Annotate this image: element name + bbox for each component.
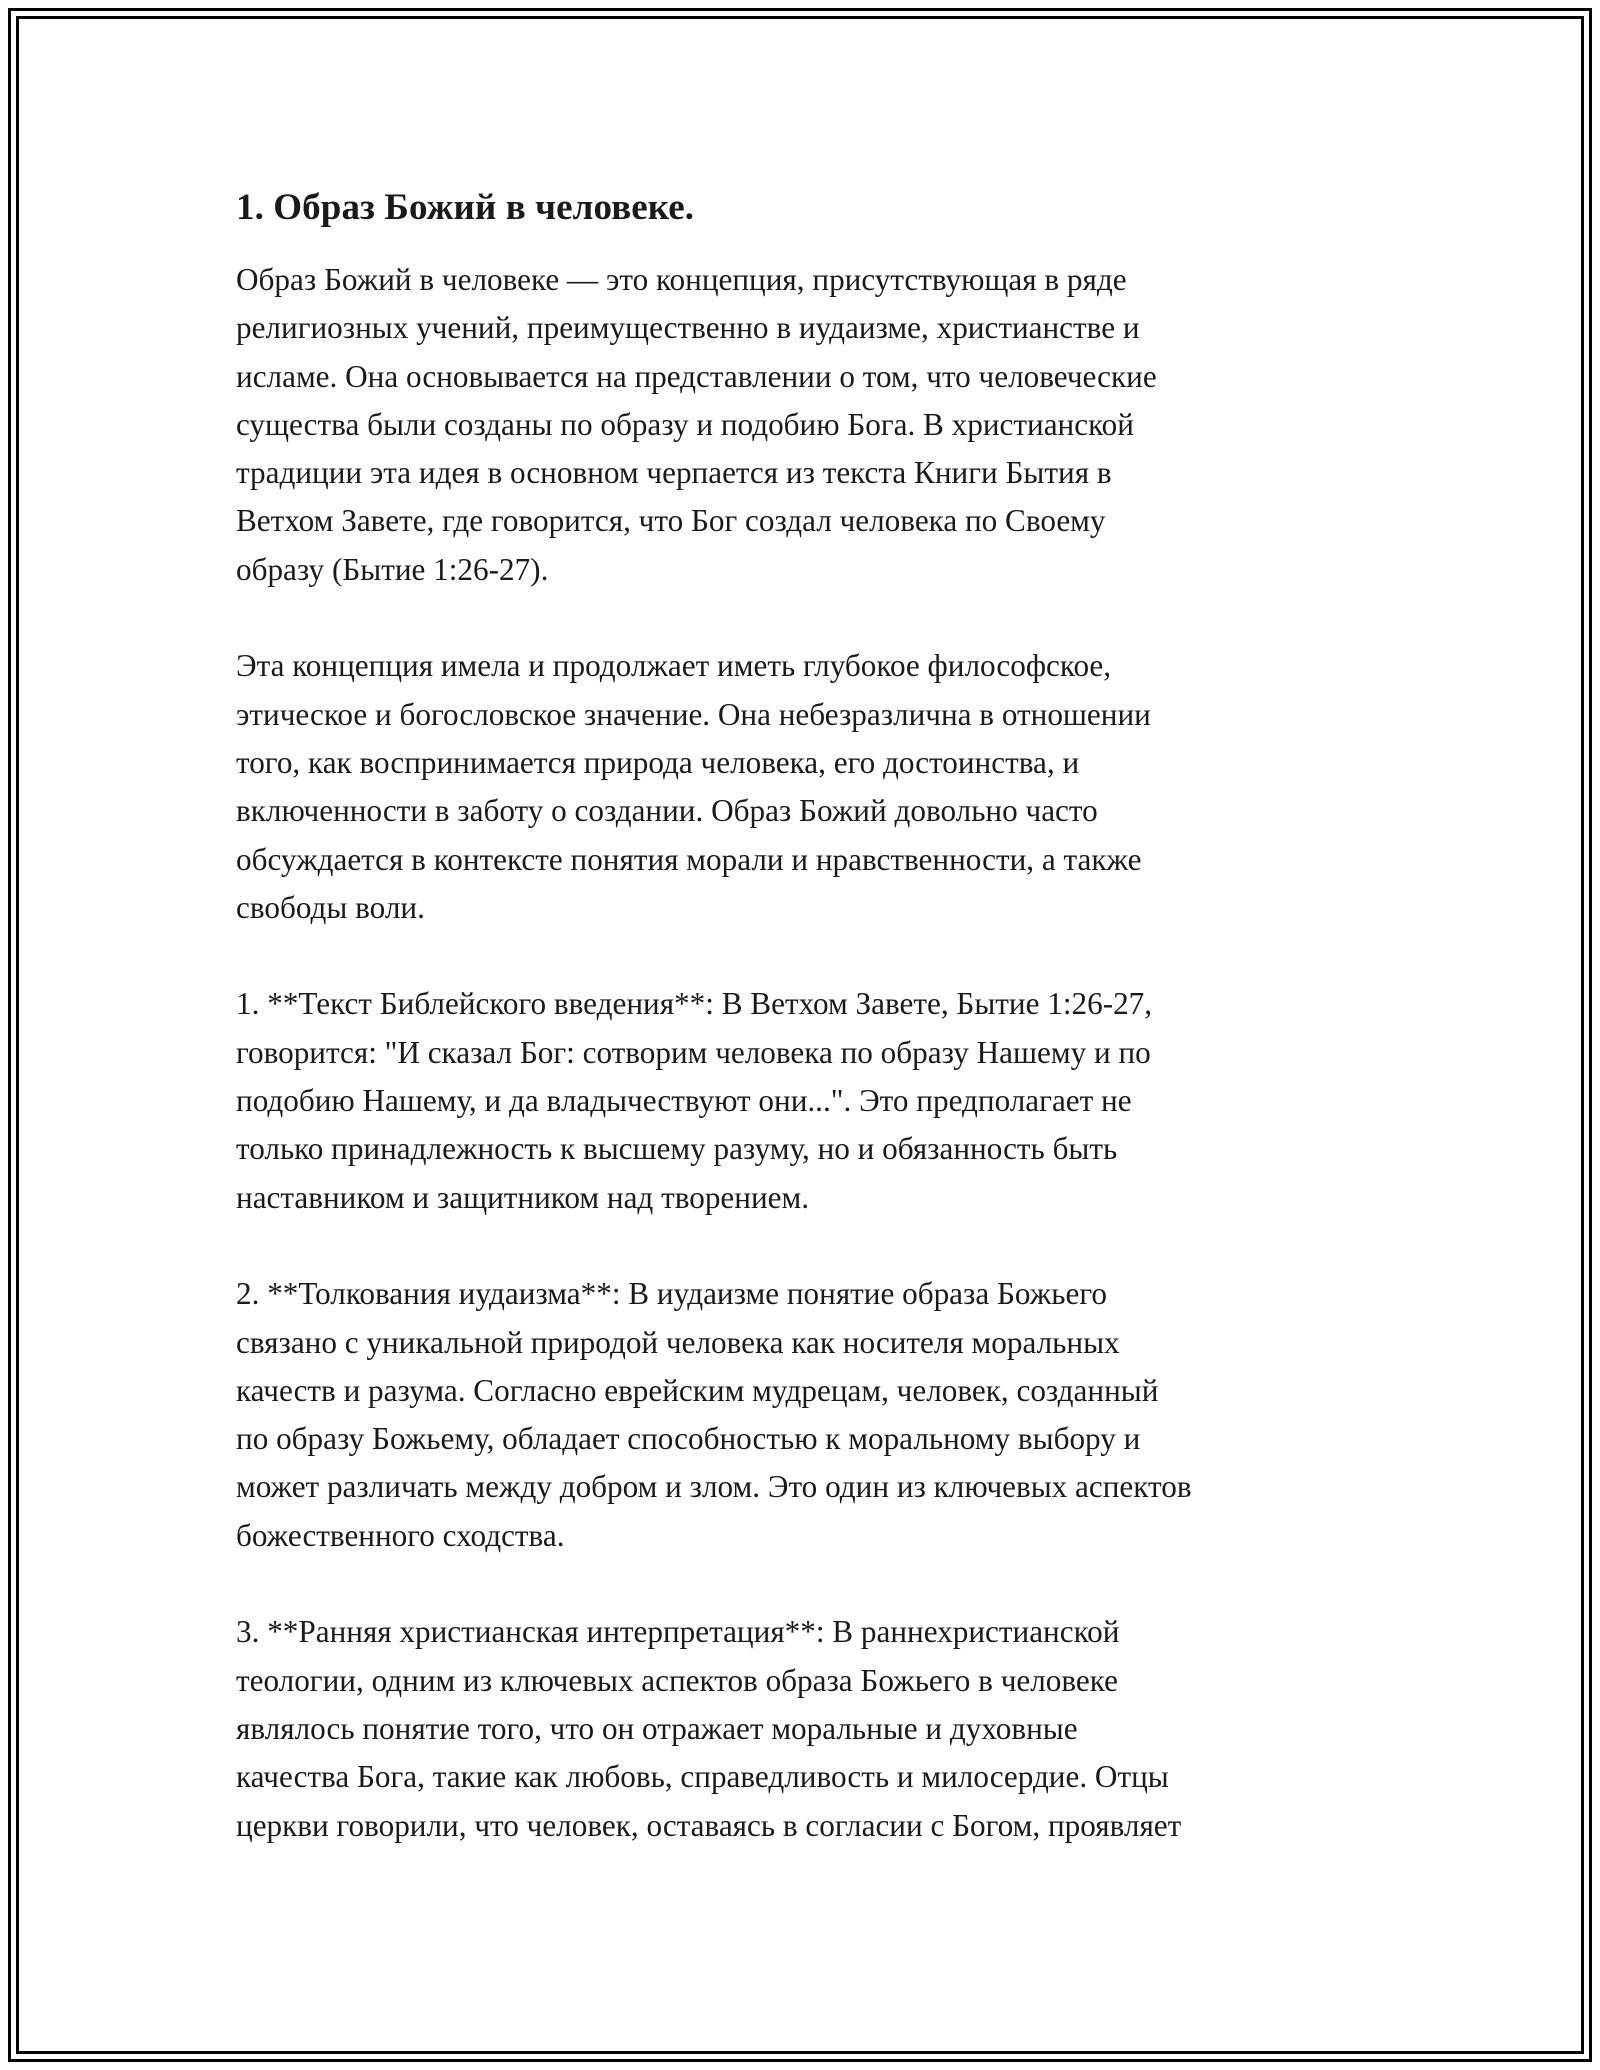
paragraph-intro: Образ Божий в человеке — это концепция, присутствующая в ряде религиозных учений, преимущественно в иудаизме, христианстве и исламе. Она основывается на представлении о том, что человеческие существа были созданы по образу и подобию Бога. В христианской традиции эта идея в основном черпается из текста Книги Бытия в Ветхом Завете, где говорится, что Бог создал человека по Своему образу (Бытие 1:26-27). xyxy=(236,262,1157,587)
list-item-early-christian: 3. **Ранняя христианская интерпретация**: В раннехристианской теологии, одним из ключевых аспектов образа Божьего в человеке являлось понятие того, что он отражает моральные и духовные качества Бога, такие как любовь, справедливость и милосердие. Отцы церкви говорили, что человек, оставаясь в согласии с Богом, проявляет xyxy=(236,1614,1182,1843)
document-body xyxy=(236,186,1376,1850)
list-item-biblical-text: 1. **Текст Библейского введения**: В Ветхом Завете, Бытие 1:26-27, говорится: "И сказал Бог: сотворим человека по образу Нашему и по подобию Нашему, и да владычествуют они...". Это предполагает не только принадлежность к высшему разуму, но и обязанность быть наставником и защитником над творением. xyxy=(236,986,1153,1215)
section-heading: 1. Образ Божий в человеке. xyxy=(236,187,695,228)
paragraph-significance: Эта концепция имела и продолжает иметь глубокое философское, этическое и богословское значение. Она небезразлична в отношении того, как воспринимается природа человека, его достоинства, и включенности в заботу о создании. Образ Божий довольно часто обсуждается в контексте понятия морали и нравственности, а также свободы воли. xyxy=(236,648,1151,925)
list-item-judaism: 2. **Толкования иудаизма**: В иудаизме понятие образа Божьего связано с уникальной природой человека как носителя моральных качеств и разума. Согласно еврейским мудрецам, человек, созданный по образу Божьему, обладает способностью к моральному выбору и может различать между добром и злом. Это один из ключевых аспектов божественного сходства. xyxy=(236,1276,1192,1553)
